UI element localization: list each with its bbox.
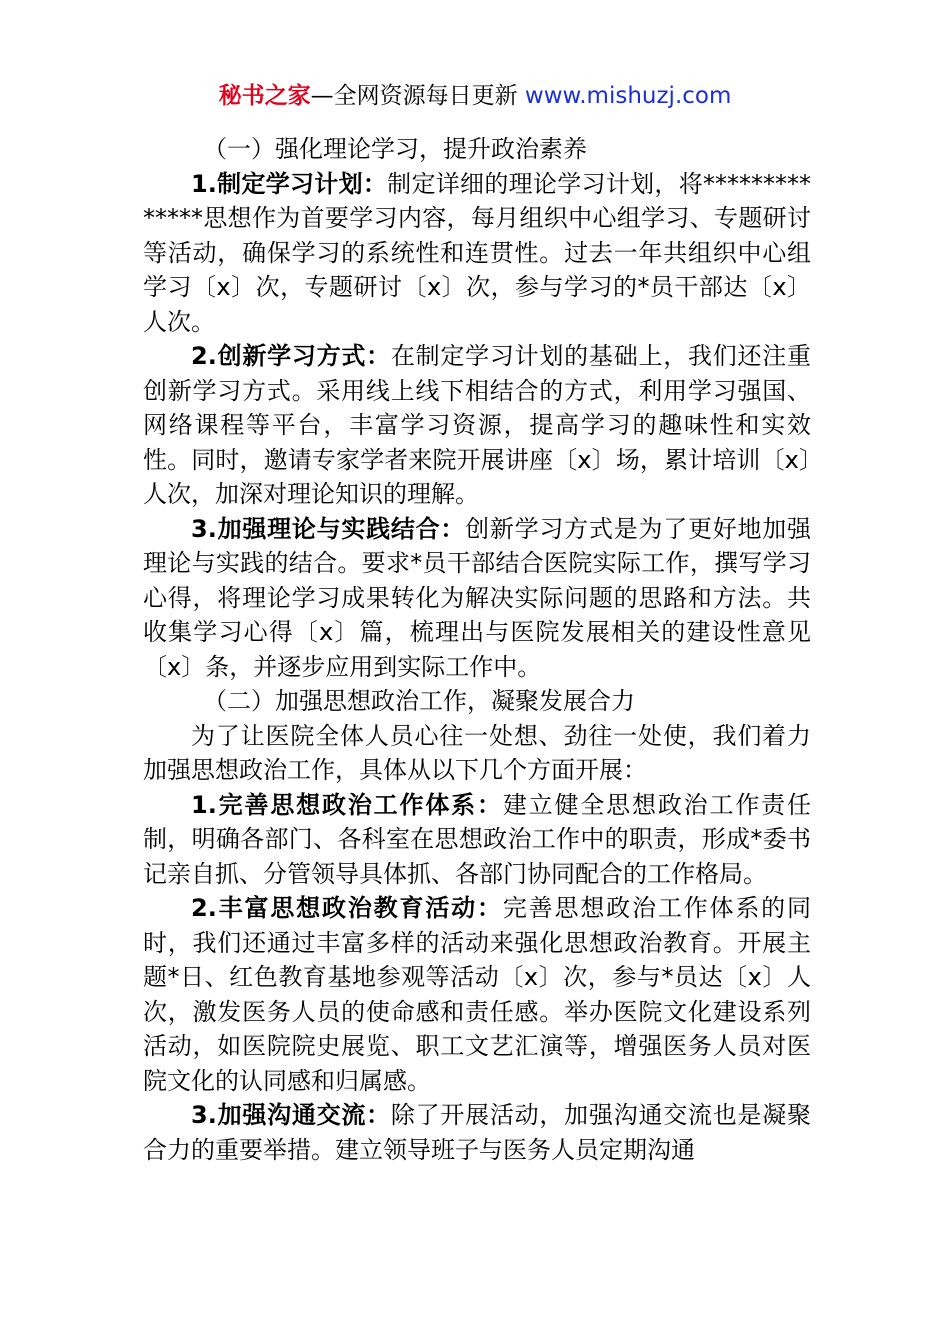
paragraph-text: 除了开展活动，加强沟通交流也是凝聚合力的重要举措。建立领导班子与医务人员定期沟通 — [143, 1101, 811, 1164]
paragraph-communication — [143, 1098, 811, 1167]
paragraph-lead: 1.制定学习计划： — [191, 169, 388, 198]
paragraph-theory-practice — [143, 512, 811, 685]
paragraph-text: 在制定学习计划的基础上，我们还注重创新学习方式。采用线上线下相结合的方式，利用学习强国、网络课程等平台，丰富学习资源，提高学习的趣味性和实效性。同时，邀请专家学者来院开展讲座〔x〕场，累计培训〔x〕人次，加深对理论知识的理解。 — [143, 342, 811, 508]
paragraph-work-system — [143, 788, 811, 892]
section-heading-1: （一）强化理论学习，提升政治素养 — [203, 135, 587, 163]
section-heading-2: （二）加强思想政治工作，凝聚发展合力 — [203, 687, 635, 715]
paragraph-lead: 1.完善思想政治工作体系： — [191, 790, 503, 819]
paragraph-text: 完善思想政治工作体系的同时，我们还通过丰富多样的活动来强化思想政治教育。开展主题*日、红色教育基地参观等活动〔x〕次，参与*员达〔x〕人次，激发医务人员的使命感和责任感。举办医院文化建设系列活动，如医院院史展览、职工文艺汇演等，增强医务人员对医院文化的认同感和归属感。 — [143, 894, 811, 1095]
paragraph-study-plan — [143, 167, 811, 340]
document-body — [143, 132, 811, 1167]
header-tagline: —全网资源每日更新 — [310, 83, 525, 109]
brand-name: 秘书之家 — [218, 83, 311, 109]
site-url-link[interactable]: www.mishuzj.com — [524, 83, 732, 109]
site-header — [0, 80, 950, 112]
paragraph-intro: 为了让医院全体人员心往一处想、劲往一处使，我们着力加强思想政治工作，具体从以下几个方面开展： — [143, 721, 811, 784]
paragraph-lead: 3.加强沟通交流： — [191, 1101, 391, 1129]
paragraph-text: 建立健全思想政治工作责任制，明确各部门、各科室在思想政治工作中的职责，形成*委书记亲自抓、分管领导具体抓、各部门协同配合的工作格局。 — [143, 790, 811, 888]
paragraph-text: 制定详细的理论学习计划，将**************思想作为首要学习内容，每月组织中心组学习、专题研讨等活动，确保学习的系统性和连贯性。过去一年共组织中心组学习〔x〕次，专题研讨〔x〕次，参与学习的*员干部达〔x〕人次。 — [143, 169, 811, 336]
paragraph-study-methods — [143, 339, 811, 512]
paragraph-lead: 2.丰富思想政治教育活动： — [191, 894, 503, 922]
paragraph-lead: 3.加强理论与实践结合： — [191, 514, 466, 543]
paragraph-lead: 2.创新学习方式： — [191, 342, 391, 370]
paragraph-text: 创新学习方式是为了更好地加强理论与实践的结合。要求*员干部结合医院实际工作，撰写学习心得，将理论学习成果转化为解决实际问题的思路和方法。共收集学习心得〔x〕篇，梳理出与医院发展相关的建设性意见〔x〕条，并逐步应用到实际工作中。 — [143, 514, 811, 681]
paragraph-education-activities — [143, 891, 811, 1098]
